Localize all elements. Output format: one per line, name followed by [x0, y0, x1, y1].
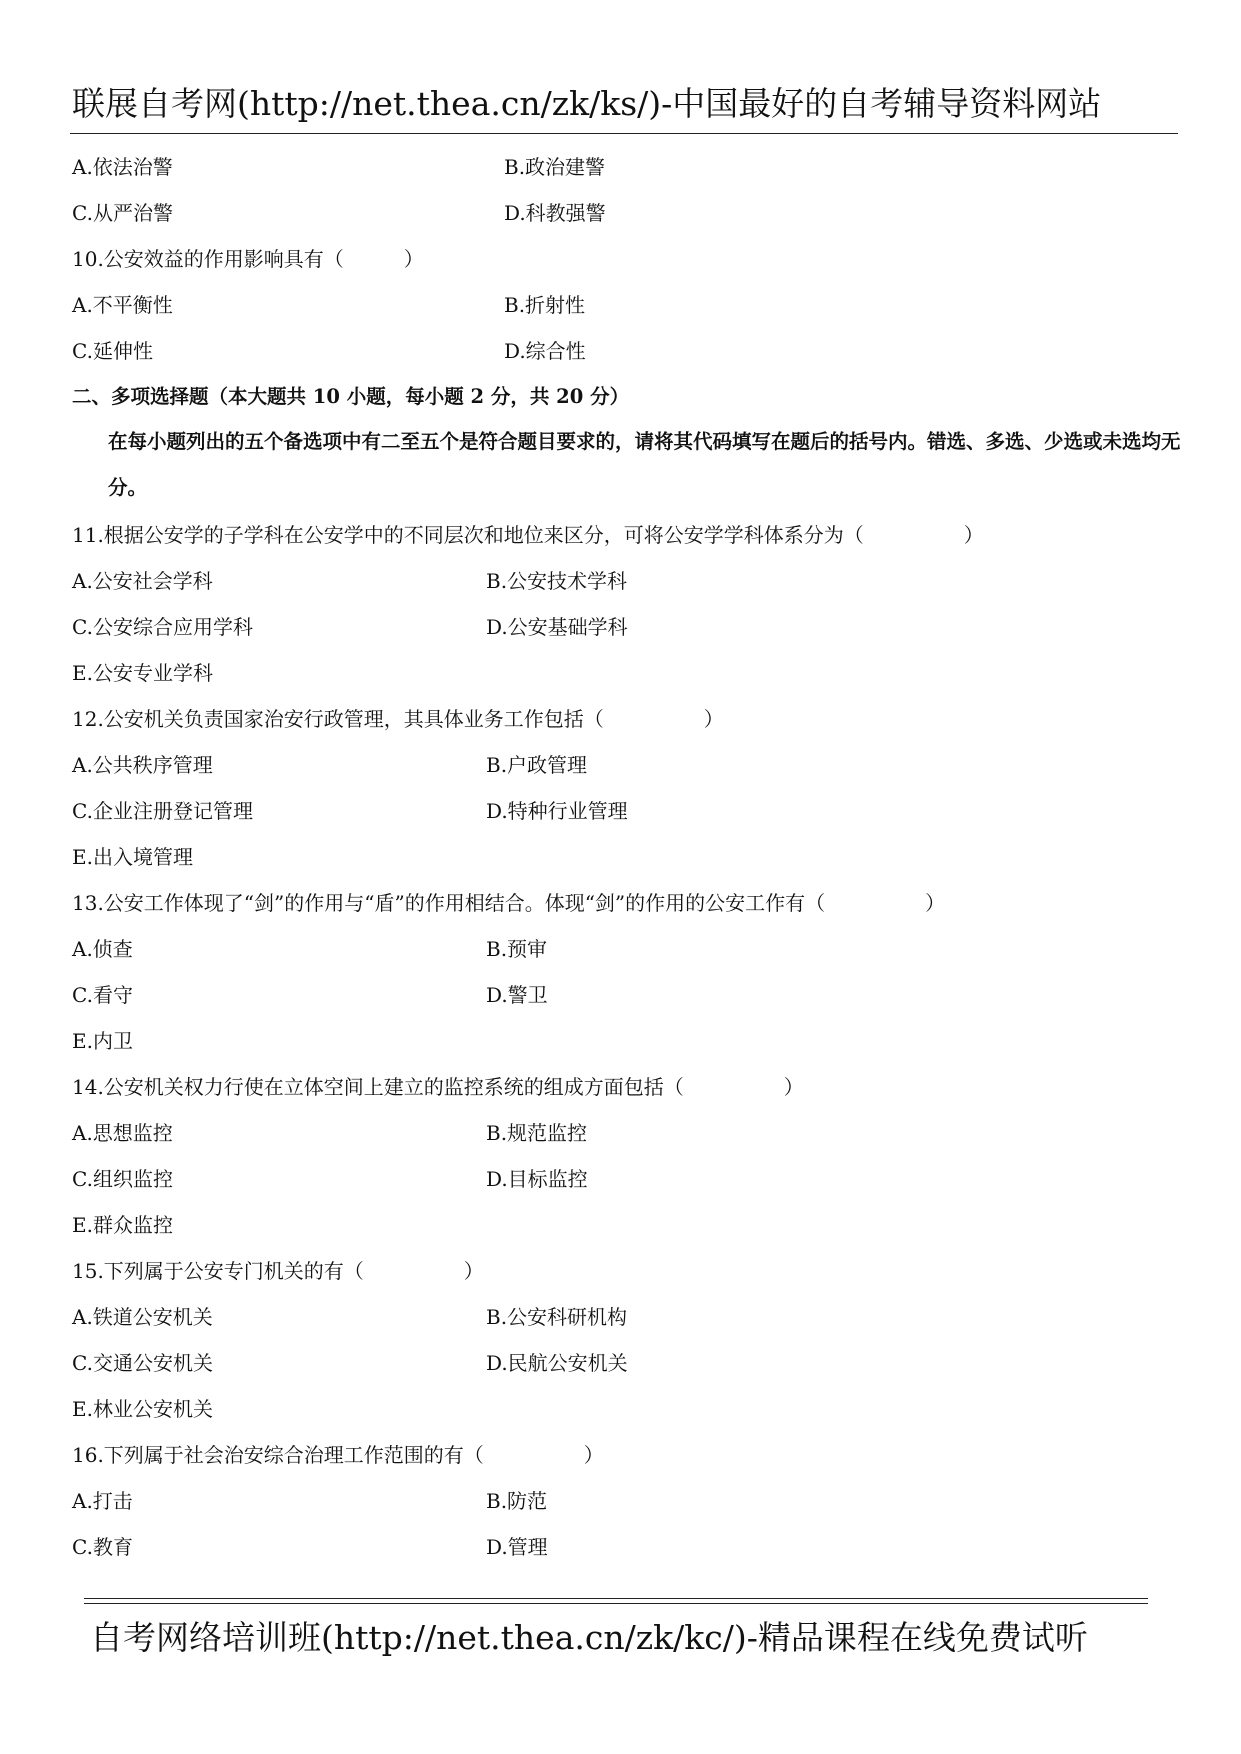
q13-option-e: E.内卫 [72, 1029, 133, 1053]
q16-option-a: A.打击 [72, 1489, 133, 1513]
q15-option-b: B.公安科研机构 [486, 1305, 628, 1329]
q16-option-d: D.管理 [486, 1535, 548, 1559]
q11-option-d: D.公安基础学科 [486, 615, 628, 639]
q9-option-c: C.从严治警 [72, 201, 173, 225]
q15-stem: 15.下列属于公安专门机关的有（ ） [72, 1259, 484, 1283]
q13-option-c: C.看守 [72, 983, 133, 1007]
q10-option-a: A.不平衡性 [72, 293, 173, 317]
q16-option-c: C.教育 [72, 1535, 133, 1559]
section-title: 二、多项选择题（本大题共 10 小题，每小题 2 分，共 20 分） [72, 385, 630, 408]
q11-option-e: E.公安专业学科 [72, 661, 213, 685]
q12-option-e: E.出入境管理 [72, 845, 193, 869]
q10-option-b: B.折射性 [504, 293, 586, 317]
q14-option-b: B.规范监控 [486, 1121, 588, 1145]
q13-option-d: D.警卫 [486, 983, 548, 1007]
q15-option-e: E.林业公安机关 [72, 1397, 213, 1421]
q16-option-b: B.防范 [486, 1489, 548, 1513]
q15-option-c: C.交通公安机关 [72, 1351, 213, 1375]
q13-option-a: A.侦查 [72, 937, 133, 961]
q14-stem: 14.公安机关权力行使在立体空间上建立的监控系统的组成方面包括（ ） [72, 1075, 804, 1099]
q14-option-e: E.群众监控 [72, 1213, 173, 1237]
q14-option-c: C.组织监控 [72, 1167, 173, 1191]
q11-option-c: C.公安综合应用学科 [72, 615, 253, 639]
q10-option-c: C.延伸性 [72, 339, 153, 363]
q12-option-a: A.公共秩序管理 [72, 753, 213, 777]
q10-stem: 10.公安效益的作用影响具有（ ） [72, 247, 424, 271]
q16-stem: 16.下列属于社会治安综合治理工作范围的有（ ） [72, 1443, 604, 1467]
q11-option-b: B.公安技术学科 [486, 569, 628, 593]
q9-option-b: B.政治建警 [504, 155, 606, 179]
q9-option-a: A.依法治警 [72, 155, 173, 179]
header-divider [70, 133, 1178, 134]
q11-stem: 11.根据公安学的子学科在公安学中的不同层次和地位来区分，可将公安学学科体系分为（ ） [72, 523, 984, 547]
q11-option-a: A.公安社会学科 [72, 569, 213, 593]
q9-option-d: D.科教强警 [504, 201, 606, 225]
q12-stem: 12.公安机关负责国家治安行政管理，其具体业务工作包括（ ） [72, 707, 724, 731]
q15-option-d: D.民航公安机关 [486, 1351, 628, 1375]
page-footer: 自考网络培训班(http://net.thea.cn/zk/kc/)-精品课程在线免费试听 [90, 1618, 1088, 1657]
page-header: 联展自考网(http://net.thea.cn/zk/ks/)-中国最好的自考辅导资料网站 [72, 84, 1102, 123]
q13-stem: 13.公安工作体现了“剑”的作用与“盾”的作用相结合。体现“剑”的作用的公安工作有（ ） [72, 891, 946, 915]
q12-option-b: B.户政管理 [486, 753, 588, 777]
q12-option-d: D.特种行业管理 [486, 799, 628, 823]
footer-divider [84, 1598, 1148, 1604]
q15-option-a: A.铁道公安机关 [72, 1305, 213, 1329]
q10-option-d: D.综合性 [504, 339, 586, 363]
q12-option-c: C.企业注册登记管理 [72, 799, 253, 823]
section-instruction: 在每小题列出的五个备选项中有二至五个是符合题目要求的，请将其代码填写在题后的括号内。错选、多选、少选或未选均无分。 [108, 430, 1181, 499]
q13-option-b: B.预审 [486, 937, 548, 961]
q14-option-d: D.目标监控 [486, 1167, 588, 1191]
q14-option-a: A.思想监控 [72, 1121, 173, 1145]
